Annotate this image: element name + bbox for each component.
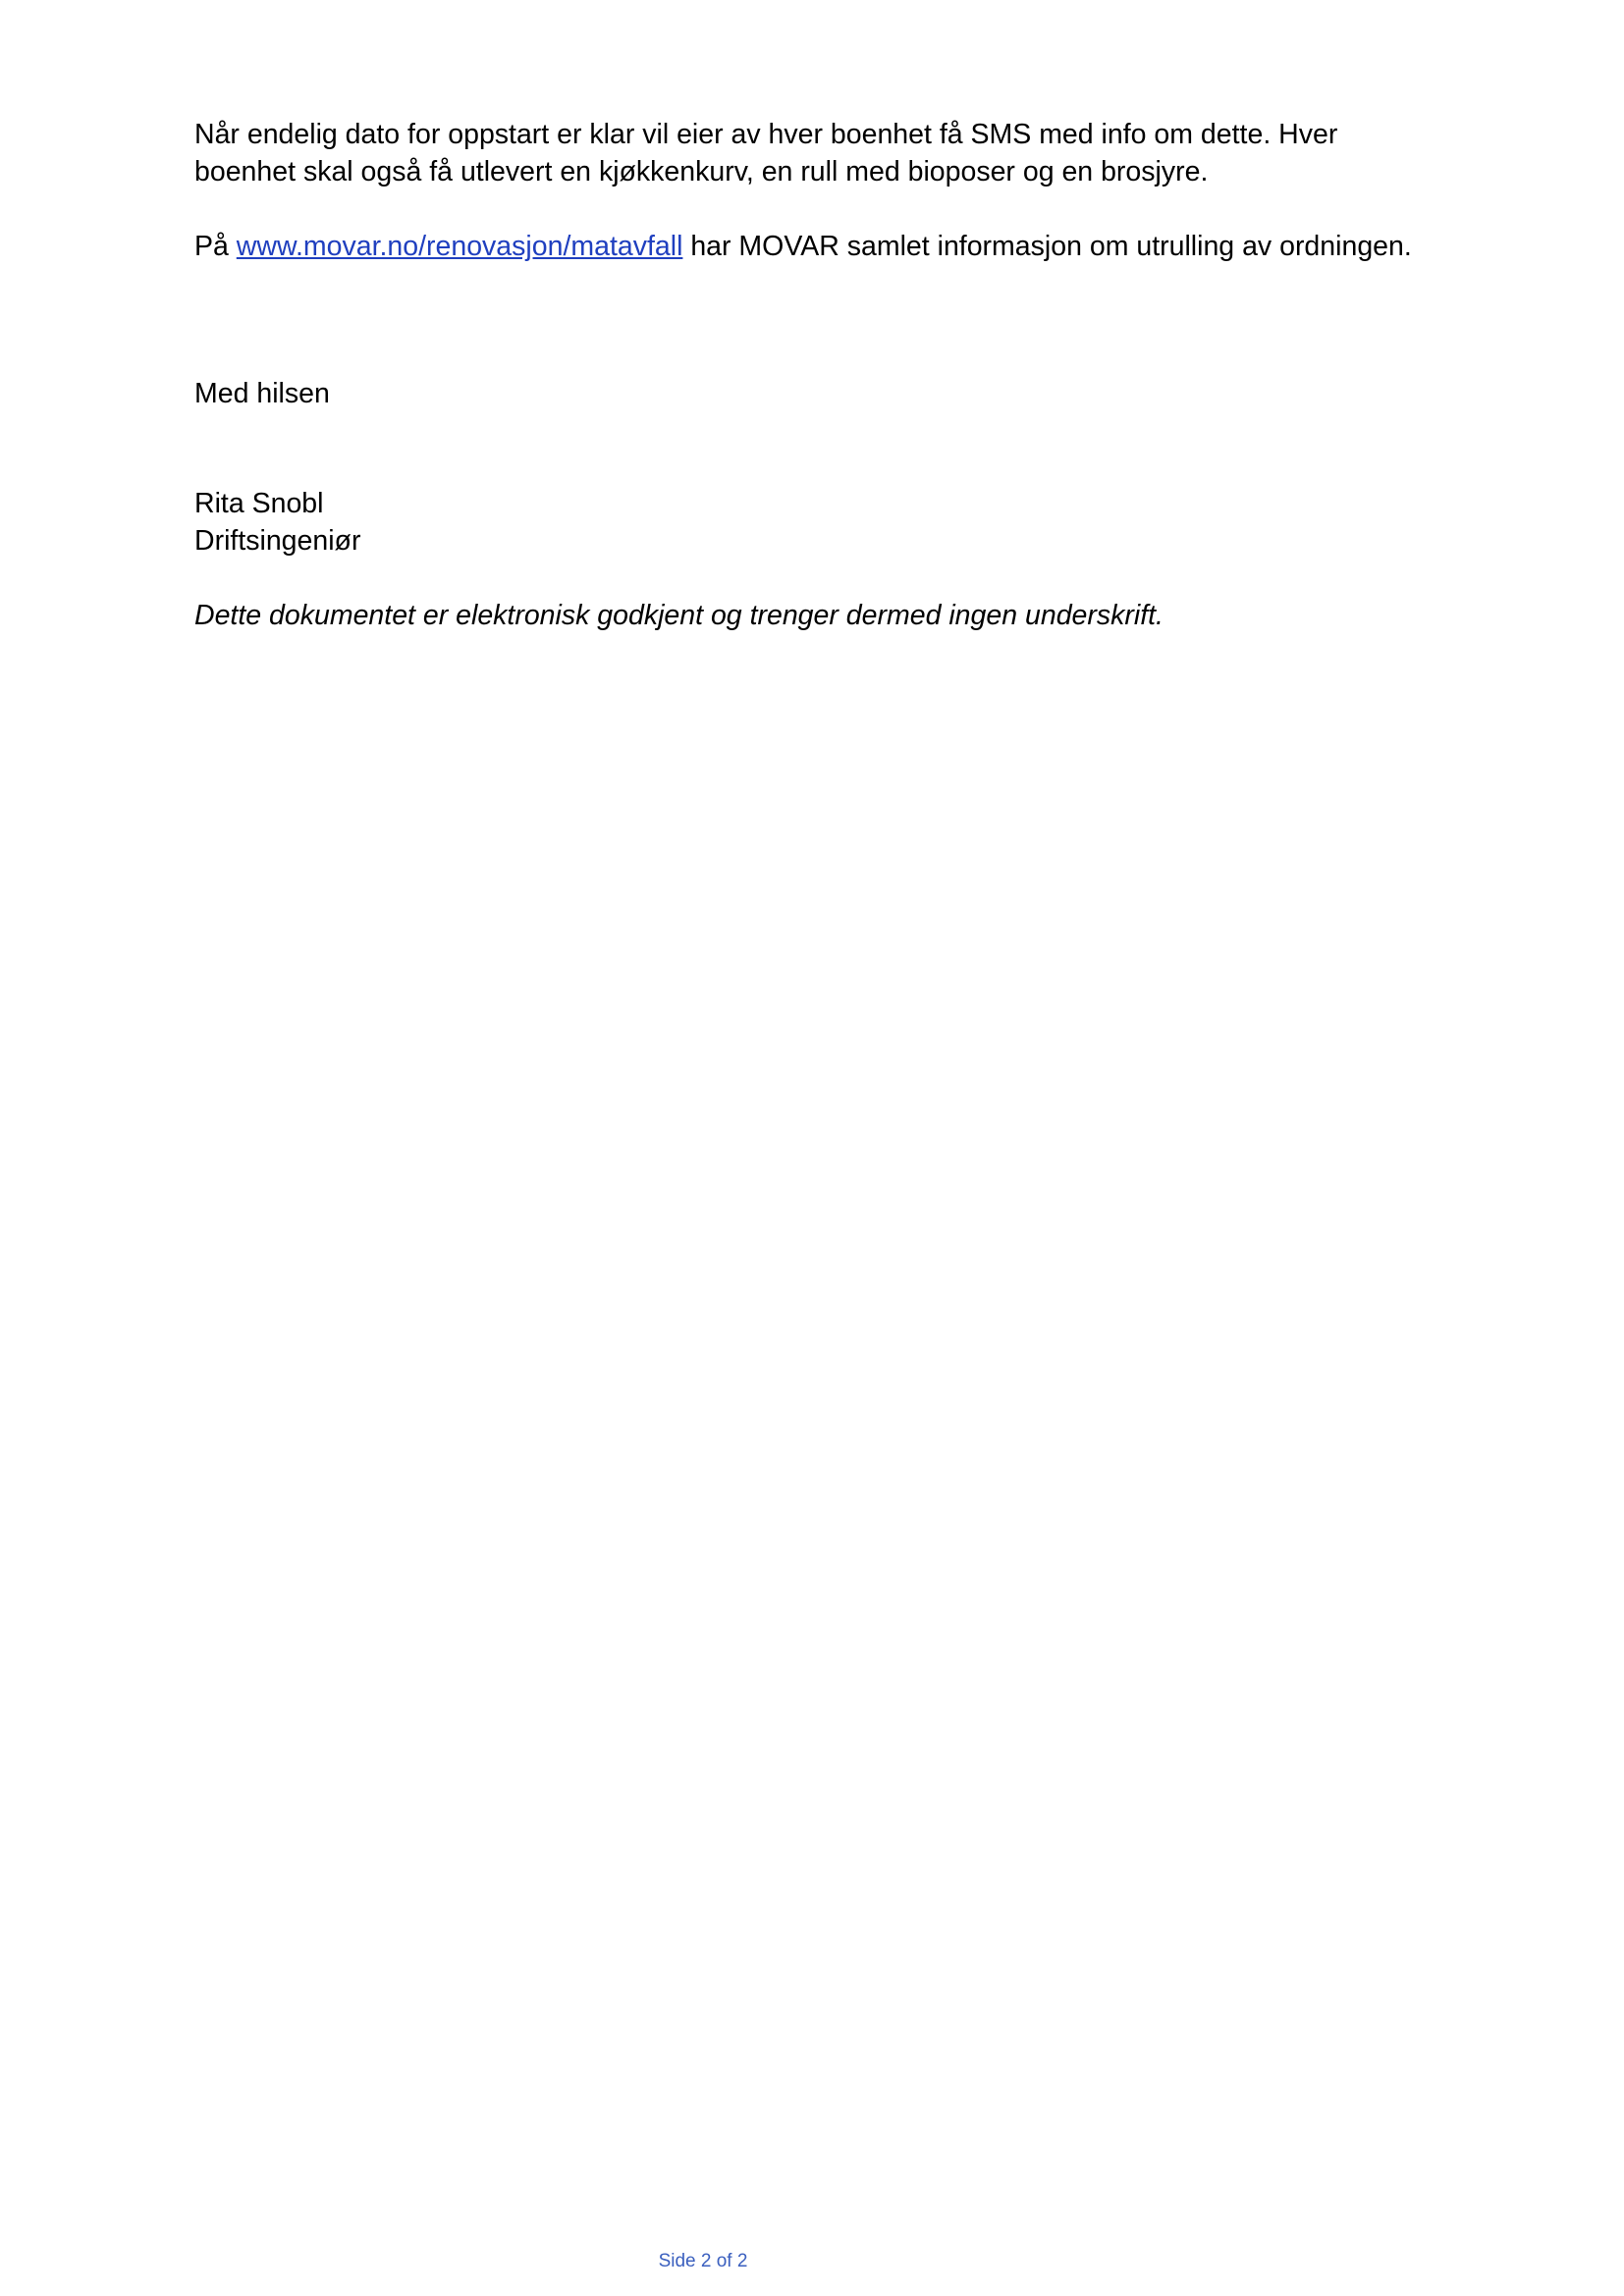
letter-body — [194, 116, 1471, 634]
paragraph-sms-info-line-1: Når endelig dato for oppstart er klar vil eier av hver boenhet få SMS med info om dette. Hver — [194, 119, 1338, 150]
movar-matavfall-link[interactable]: www.movar.no/renovasjon/matavfall — [236, 231, 683, 262]
closing-greeting: Med hilsen — [194, 378, 330, 409]
paragraph-website-info — [194, 228, 1471, 265]
paragraph-website-prefix: På — [194, 231, 237, 262]
signer-title: Driftsingeniør — [194, 525, 361, 557]
electronic-approval-note: Dette dokumentet er elektronisk godkjent og trenger dermed ingen underskrift. — [194, 600, 1164, 631]
signer-block — [194, 485, 1471, 560]
paragraph-sms-info-line-2: boenhet skal også få utlevert en kjøkkenkurv, en rull med bioposer og en brosjyre. — [194, 156, 1209, 187]
paragraph-website-suffix: har MOVAR samlet informasjon om utrulling av ordningen. — [682, 231, 1412, 262]
signer-name: Rita Snobl — [194, 488, 324, 519]
page-number-footer: Side 2 of 2 — [658, 2251, 748, 2271]
paragraph-sms-info — [194, 116, 1471, 190]
